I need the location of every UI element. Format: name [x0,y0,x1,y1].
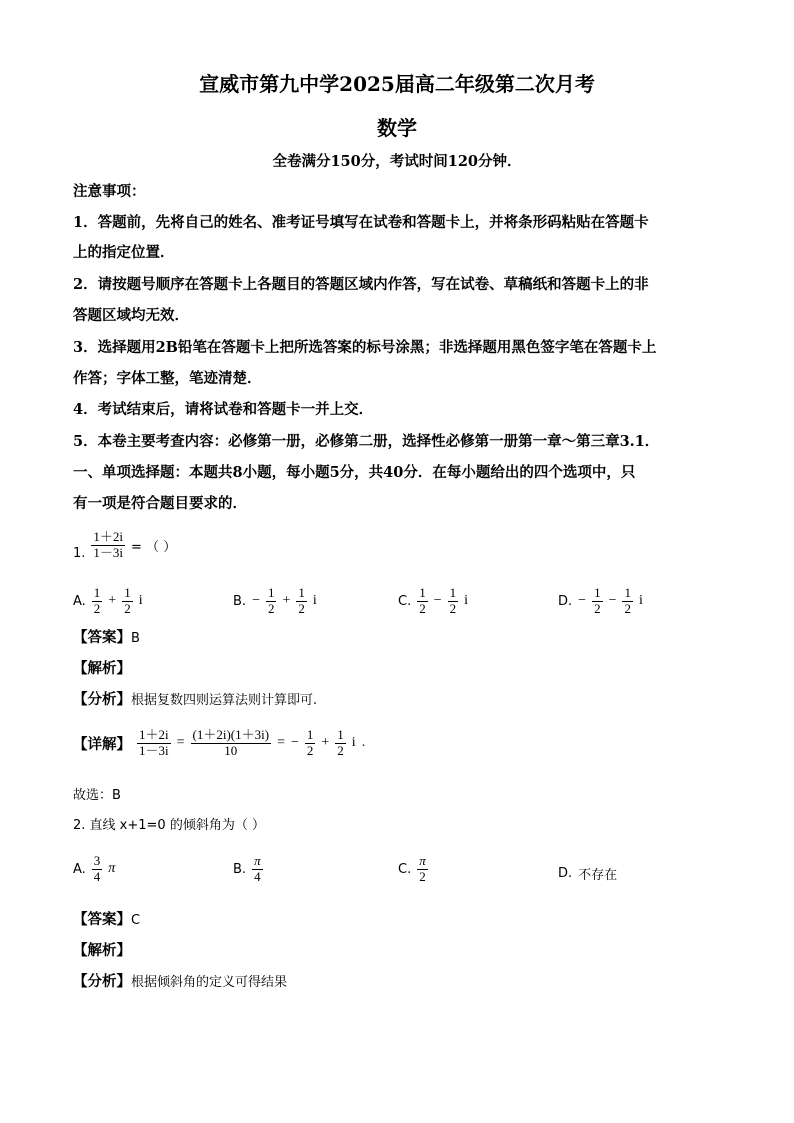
fenxi-text: 根据复数四则运算法则计算即可. [131,693,318,708]
option-fraction: $\frac{1}{2}$ [93,585,101,616]
q1-stem [73,530,176,561]
option-fraction: $\frac{\pi}{4}$ [254,853,261,884]
imag-unit: i [464,593,469,609]
option-label: A. [73,861,86,877]
note-line: 1．答题前，先将自己的姓名、准考证号填写在试卷和答题卡上，并将条形码粘贴在答题卡 [73,214,649,231]
section-heading: 一、单项选择题：本题共8小题，每小题5分，共40分．在每小题给出的四个选项中，只 [73,464,636,481]
fenxi-text: 根据倾斜角的定义可得结果 [131,975,288,990]
option-fraction: $\frac{1}{2}$ [267,585,275,616]
option-fraction: $\frac{1}{2}$ [594,585,601,616]
notes-heading: 注意事项： [73,183,146,200]
note-line: 答题区域均无效． [73,307,189,324]
option-label: C. [398,593,412,609]
q2-option-b[interactable] [233,854,263,885]
q1-option-a[interactable] [73,586,143,617]
option-text: 不存在 [578,868,618,883]
note-line: 2．请按题号顺序在答题卡上各题目的答题区域内作答，写在试卷、草稿纸和答题卡上的非 [73,276,649,293]
q2-option-c[interactable] [398,854,428,885]
option-operator: − [433,593,442,609]
q2-answer [73,910,140,931]
q1-detail [73,728,365,759]
option-operator: + [108,593,117,609]
imag-unit: i [638,593,643,609]
q1-option-d[interactable] [558,586,643,617]
option-sign: − [578,593,587,609]
answer-value: B [131,631,140,646]
option-label: A. [73,593,86,609]
fenxi-tag: 【分析】 [73,691,131,708]
detail-fraction-1: $\frac{1+2i}{1-3i}$ [139,727,169,758]
plus-sign: + [321,735,330,751]
exam-title: 宣威市第九中学2025届高二年级第二次月考 [199,72,595,96]
note-line: 4．考试结束后，请将试卷和答题卡一并上交． [73,401,374,418]
detail-fraction-4: $\frac{1}{2}$ [337,727,344,758]
q1-tail: = （ ） [131,539,177,555]
detail-fraction-3: $\frac{1}{2}$ [306,727,314,758]
note-line: 5．本卷主要考查内容：必修第一册，必修第二册，选择性必修第一册第一章～第三章3.1． [73,433,660,450]
option-fraction: $\frac{1}{2}$ [624,585,631,616]
q1-answer [73,628,140,649]
note-line: 上的指定位置． [73,244,175,261]
option-label: B. [233,593,247,609]
q2-option-a[interactable] [73,854,115,885]
q1-conclusion: 故选：B [73,788,121,803]
option-label: C. [398,861,412,877]
option-fraction: $\frac{1}{2}$ [298,585,305,616]
q2-stem: 2. 直线 x+1=0 的倾斜角为（ ） [73,818,265,833]
option-label: D. [558,593,573,609]
option-label: D. [558,866,573,881]
option-fraction: $\frac{1}{2}$ [449,585,457,616]
q1-numerator: 1＋2i [93,529,124,544]
section-heading-cont: 有一项是符合题目要求的． [73,495,247,512]
option-fraction: $\frac{1}{2}$ [419,585,426,616]
q1-number: 1. [73,545,86,561]
q1-analysis-tag: 【解析】 [73,660,131,677]
q1-fraction [91,530,125,561]
detail-fraction-2: $\frac{(1+2i)(1+3i)}{10}$ [192,727,270,758]
q2-fenxi [73,972,287,993]
q2-option-d[interactable] [558,864,617,883]
fenxi-tag: 【分析】 [73,973,131,990]
subject-title: 数学 [377,116,417,140]
answer-tag: 【答案】 [73,629,131,646]
option-operator: + [282,593,291,609]
answer-tag: 【答案】 [73,911,131,928]
note-line: 作答；字体工整，笔迹清楚． [73,370,262,387]
note-line: 3．选择题用2B铅笔在答题卡上把所选答案的标号涂黑；非选择题用黑色签字笔在答题卡上 [73,339,657,356]
option-sign: − [252,593,260,609]
answer-value: C [131,913,141,928]
imag-unit: i [138,593,143,609]
option-label: B. [233,861,247,877]
equals-sign: = [277,735,285,751]
pi-symbol: π [108,861,116,877]
option-fraction: $\frac{\pi}{2}$ [419,853,426,884]
option-operator: − [608,593,617,609]
exam-info: 全卷满分150分，考试时间120分钟． [272,153,522,170]
q1-denominator: 1－3i [93,544,124,560]
q1-option-b[interactable] [233,586,317,617]
q1-option-c[interactable] [398,586,468,617]
option-fraction: $\frac{1}{2}$ [124,585,131,616]
equals-sign: = [176,735,185,751]
period: . [361,735,366,751]
imag-unit: i [312,593,317,609]
option-fraction: $\frac{3}{4}$ [93,853,101,884]
minus-sign: − [290,735,299,751]
q2-analysis-tag: 【解析】 [73,942,131,959]
imag-unit: i [351,735,356,751]
q1-fenxi [73,690,317,711]
detail-tag: 【详解】 [73,735,131,753]
